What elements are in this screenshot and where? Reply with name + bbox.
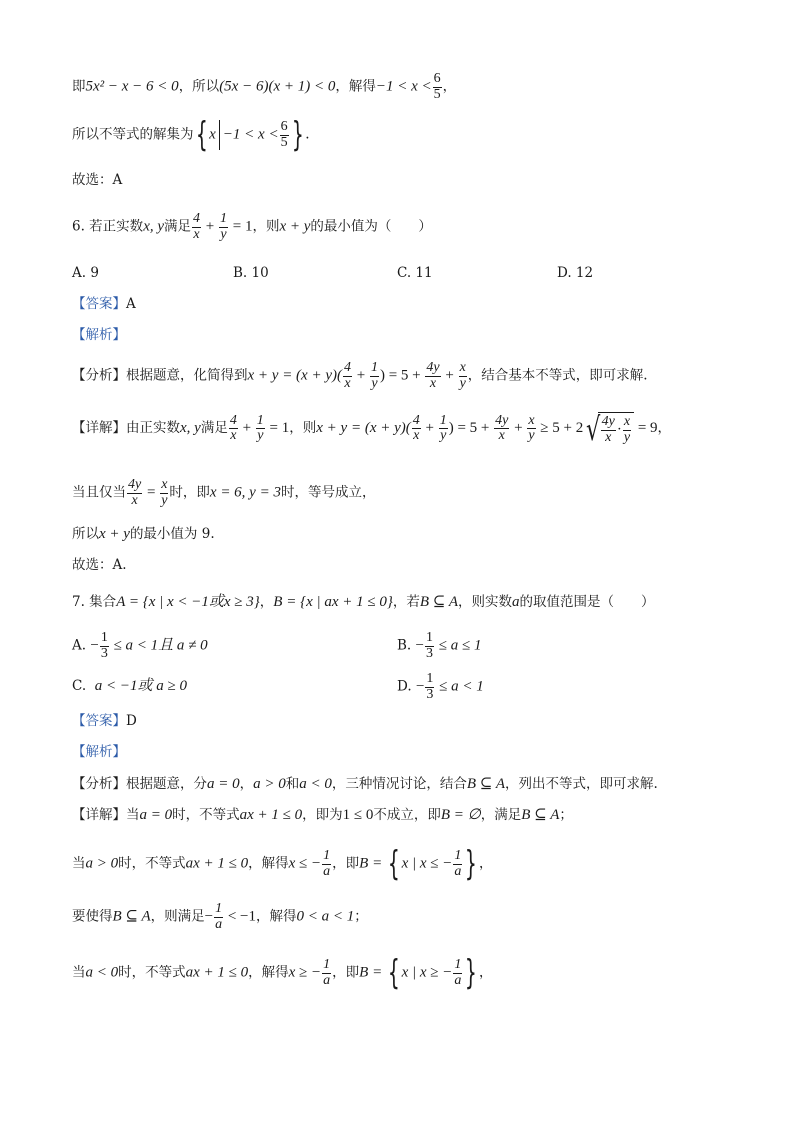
set-bar [219, 120, 220, 150]
equality-condition: 当且仅当 $\frac{4y}{x}$ = $\frac{x}{y}$ 时，即x = 6, y = 3时，等号成立， [72, 477, 376, 508]
expression: x + y [279, 218, 311, 235]
text: 所以不等式的解集为 [72, 126, 194, 143]
solution-line-2 [72, 115, 310, 155]
analysis-summary: 【分析】根据题意，化简得到x + y = (x + y)( $\frac{4}{x}$ + $\frac{1}{y}$ ) = 5 + $\frac{4y}{x}$ + $\frac{x}{y}$ ，结合基本不等式，即可求解. [72, 360, 648, 391]
analysis-summary: 【分析】根据题意，分a = 0，a > 0和a < 0，三种情况讨论，结合B ⊆ A，列出不等式，即可求解. [72, 776, 658, 792]
question-6: 6. 若正实数x, y满足 $\frac{4}{x}$ + $\frac{1}{y}$ = 1，则x + y的最小值为（ ） [72, 211, 432, 242]
answer-choice-line [72, 174, 122, 188]
text: 故选：A [72, 172, 123, 188]
fraction: $\frac{6}{5}$ [433, 71, 441, 102]
detailed-solution: 【详解】由正实数x, y满足 $\frac{4}{x}$ + $\frac{1}{y}$ = 1，则x + y = (x + y)( $\frac{4}{x}$ + $\frac{1}{y}$ ) = 5 + $\frac{4y}{x}$ + $\frac{x}{y}$ ≥ 5 + 2√ $\frac{4y}{x}$ · $\frac{x}{y}$ = 9， [72, 409, 672, 448]
answer-line [72, 298, 136, 312]
case-negative: 当a < 0时，不等式ax + 1 ≤ 0，解得x ≥ − $\frac{1}{a}$ ，即B = { x | x ≥ − $\frac{1}{a}$ } ， [72, 953, 493, 993]
text: ，解得 [335, 78, 376, 95]
option-a: A. 9 [72, 265, 99, 281]
set-b: B = {x | ax + 1 ≤ 0} [273, 594, 393, 610]
detailed-solution: 【详解】当a = 0时，不等式ax + 1 ≤ 0，即为1 ≤ 0不成立，即B = ∅，满足B ⊆ A； [72, 807, 573, 823]
question-7: 7. 集合A = {x | x < −1或x ≥ 3}，B = {x | ax + 1 ≤ 0}，若B ⊆ A，则实数a的取值范围是（ ） [72, 594, 655, 610]
left-brace: { [195, 115, 208, 155]
right-brace: } [291, 115, 304, 155]
text: ，所以 [178, 78, 220, 95]
fraction: $\frac{1}{y}$ [219, 211, 227, 242]
variables: x, y [143, 218, 165, 235]
conclusion-line: 所以x + y的最小值为 9. [72, 526, 215, 542]
section-tag: 【分析】 [72, 367, 126, 384]
answer-value: D [126, 713, 137, 729]
option-c: C. 11 [397, 265, 433, 281]
question-number: 6. [72, 218, 85, 235]
text: ， [442, 78, 457, 95]
fraction: $\frac{4}{x}$ [193, 211, 201, 242]
answer-tag: 【答案】 [72, 296, 126, 312]
answer-line [72, 715, 137, 729]
set-condition: −1 < x < [222, 126, 279, 143]
inequality: 5x² − x − 6 < 0 [85, 78, 179, 95]
case-positive: 当a > 0时，不等式ax + 1 ≤ 0，解得x ≤ − $\frac{1}{a}$ ，即B = { x | x ≤ − $\frac{1}{a}$ } ， [72, 844, 493, 884]
answer-tag: 【答案】 [72, 713, 126, 729]
option-d: D. 12 [557, 265, 594, 281]
option-b: B. 10 [233, 265, 269, 281]
solution-line-1 [72, 72, 456, 102]
section-tag: 【详解】 [72, 807, 126, 823]
fraction: $\frac{6}{5}$ [280, 118, 288, 150]
analysis-heading: 【解析】 [72, 744, 126, 760]
set-variable: x [209, 126, 216, 143]
text: . [305, 126, 310, 143]
answer-choice-line: 故选：A. [72, 557, 127, 573]
set-a: A = {x | x < −1或x ≥ 3} [116, 594, 260, 610]
section-tag: 【详解】 [72, 420, 126, 437]
case-positive-condition: 要使得B ⊆ A，则满足− $\frac{1}{a}$ < −1，解得0 < a < 1； [72, 901, 368, 932]
factored-inequality: (5x − 6)(x + 1) < 0 [219, 78, 336, 95]
answer-value: A [126, 296, 136, 312]
square-root: √ $\frac{4y}{x}$ · $\frac{x}{y}$ [583, 412, 634, 445]
option-c: C. a < −1或 a ≥ 0 [72, 678, 187, 694]
text: 即 [72, 78, 86, 95]
section-tag: 【分析】 [72, 776, 126, 792]
option-d: D. − $\frac{1}{3}$ ≤ a < 1 [397, 671, 484, 702]
option-a: A. − $\frac{1}{3}$ ≤ a < 1且 a ≠ 0 [72, 630, 208, 661]
solution-range: −1 < x < [375, 78, 432, 95]
analysis-heading: 【解析】 [72, 327, 126, 343]
question-number: 7. [72, 594, 85, 610]
option-b: B. − $\frac{1}{3}$ ≤ a ≤ 1 [397, 630, 482, 661]
